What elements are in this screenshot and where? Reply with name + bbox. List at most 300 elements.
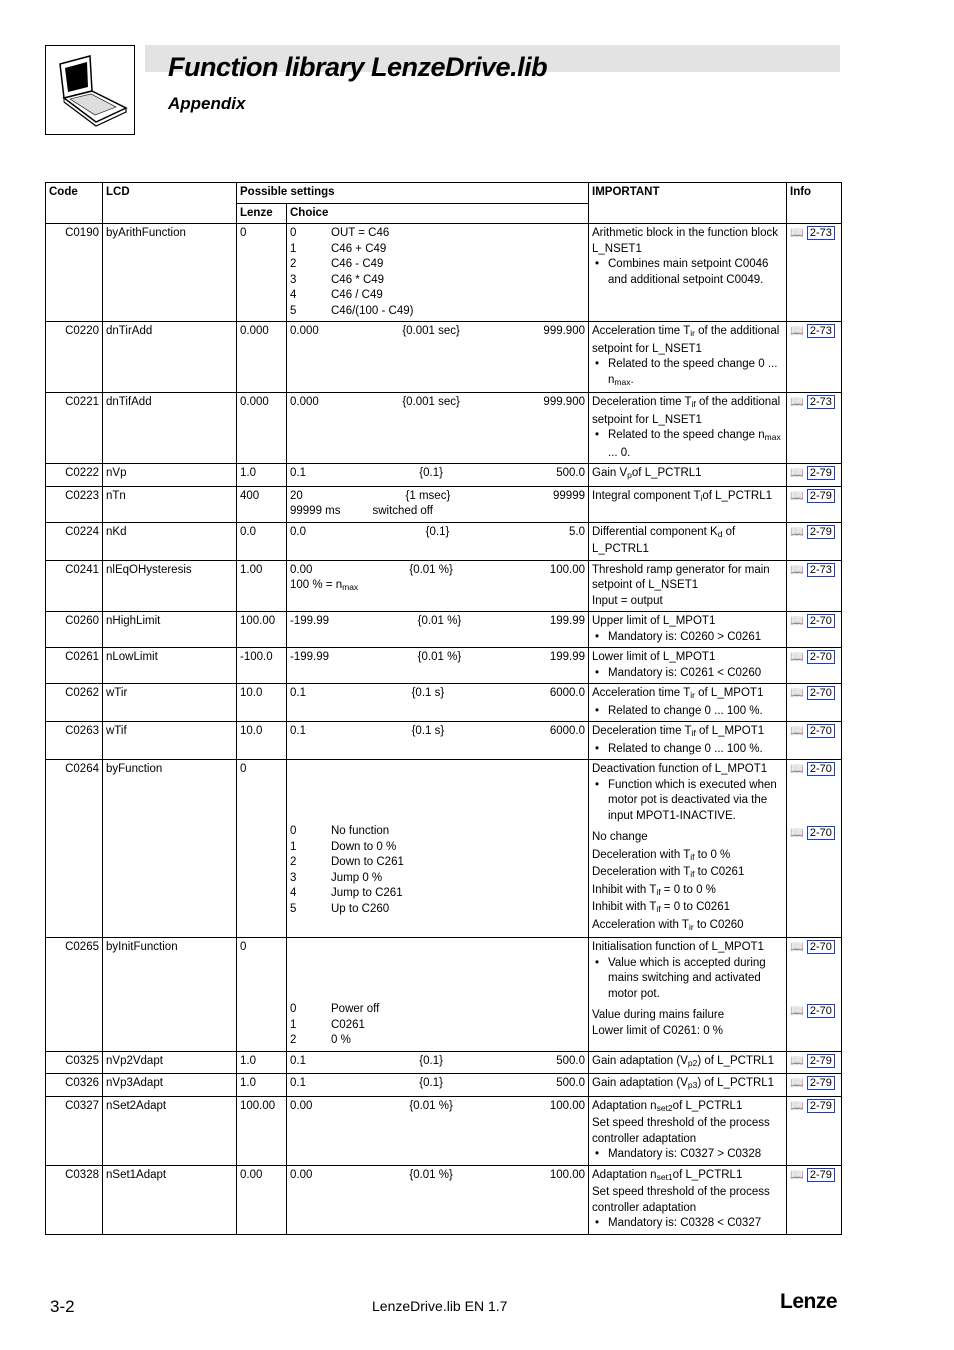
subscript: if	[690, 869, 695, 879]
range-min: 0.1	[290, 1054, 306, 1067]
info-reference[interactable]	[790, 489, 838, 505]
lcd-cell: nHighLimit	[103, 612, 237, 648]
table-row	[46, 722, 842, 760]
lenze-default-cell: 100.00	[237, 1096, 287, 1165]
text: Acceleration time T	[592, 687, 691, 699]
page-subtitle: Appendix	[168, 94, 246, 113]
book-icon: 📖	[790, 651, 804, 663]
choice-note	[592, 830, 783, 848]
book-icon: 📖	[790, 941, 804, 953]
info-cell	[787, 393, 842, 464]
range-step: {0.001 sec}	[402, 396, 460, 408]
subscript: i	[700, 492, 703, 503]
choice-cell	[287, 464, 589, 487]
special-value-label: 99999 ms	[290, 505, 341, 517]
lcd-cell: dnTirAdd	[103, 322, 237, 393]
bullet-item: • Mandatory is: C0328 < C0327	[592, 1216, 783, 1232]
page-reference-link[interactable]: 2-70	[807, 762, 835, 776]
code-cell: C0325	[46, 1051, 103, 1074]
code-cell: C0223	[46, 486, 103, 522]
range-step: {0.1 s}	[411, 687, 445, 699]
code-cell: C0265	[46, 938, 103, 1052]
table-row	[46, 522, 842, 560]
text: of the additional setpoint for L_NSET1	[592, 396, 781, 426]
choice-label: C46/(100 - C49)	[331, 304, 414, 317]
choice-number: 5	[290, 902, 297, 915]
range-step: {0.001 sec}	[402, 325, 460, 337]
choice-number: 5	[290, 304, 297, 317]
value-range	[290, 614, 585, 630]
lenze-default-cell: 0	[237, 938, 287, 1052]
lcd-cell: dnTifAdd	[103, 393, 237, 464]
range-max: 500.0	[556, 1054, 585, 1067]
page-reference-link[interactable]: 2-70	[807, 1004, 835, 1018]
info-cell	[787, 322, 842, 393]
lcd-cell: nVp3Adapt	[103, 1074, 237, 1097]
info-reference[interactable]	[790, 324, 838, 340]
page-reference-link[interactable]: 2-79	[807, 1054, 835, 1068]
subscript: set1	[656, 1171, 673, 1182]
important-text	[592, 466, 783, 484]
important-text: Threshold ramp generator for main setpoint of L_NSET1	[592, 563, 770, 591]
page-reference-link[interactable]: 2-73	[807, 226, 835, 240]
info-reference[interactable]	[790, 826, 838, 842]
range-min: 0.1	[290, 725, 306, 737]
header-possible-settings: Possible settings	[237, 183, 589, 204]
choice-note	[592, 848, 783, 866]
important-cell	[589, 722, 787, 760]
table-row	[46, 560, 842, 612]
choice-cell	[287, 938, 589, 1052]
subscript: if	[656, 886, 661, 897]
subscript: if	[656, 904, 661, 914]
info-reference[interactable]	[790, 1168, 838, 1184]
important-cell	[589, 612, 787, 648]
page-reference-link[interactable]: 2-79	[807, 1168, 835, 1182]
choice-label: C46 * C49	[331, 273, 385, 286]
important-text	[592, 1054, 783, 1072]
range-max: 99999	[553, 489, 585, 502]
bullet-item	[592, 357, 783, 390]
info-cell	[787, 760, 842, 938]
choice-item	[290, 871, 585, 887]
choice-number: 4	[290, 289, 297, 301]
range-step: {0.01 %}	[409, 1168, 453, 1181]
text: Acceleration with T	[592, 918, 689, 931]
page-reference-link[interactable]: 2-73	[807, 395, 835, 409]
book-icon: 📖	[790, 615, 804, 627]
range-step: {1 msec}	[405, 489, 451, 502]
bullet-item: • Mandatory is: C0260 > C0261	[592, 630, 783, 646]
lcd-cell: byFunction	[103, 760, 237, 938]
lenze-default-cell: 0.0	[237, 522, 287, 560]
text: ... 0.	[608, 446, 631, 459]
choice-label: C0261	[331, 1018, 365, 1031]
lenze-default-cell: 0.000	[237, 393, 287, 464]
choice-number: 3	[290, 273, 297, 286]
info-reference[interactable]	[790, 940, 838, 956]
book-icon: 📖	[790, 1168, 804, 1181]
bullet-item: • Value which is accepted during mains switching and activated motor pot.	[592, 956, 783, 1003]
page-reference-link[interactable]: 2-79	[807, 466, 835, 480]
choice-label: Down to 0 %	[331, 840, 397, 853]
page-reference-link[interactable]: 2-73	[807, 324, 835, 338]
value-range	[290, 724, 585, 740]
text: Deceleration time T	[592, 725, 692, 737]
info-reference[interactable]	[790, 1099, 838, 1115]
lenze-default-cell: 0	[237, 760, 287, 938]
book-icon: 📖	[790, 525, 804, 538]
important-text: Lower limit of L_MPOT1	[592, 651, 716, 663]
choice-number: 3	[290, 871, 297, 884]
important-cell	[589, 1074, 787, 1097]
code-cell: C0241	[46, 560, 103, 612]
info-reference[interactable]	[790, 1004, 838, 1020]
choice-label: Power off	[331, 1003, 380, 1015]
lcd-cell: wTir	[103, 684, 237, 722]
book-icon: 📖	[790, 467, 804, 479]
choice-cell	[287, 648, 589, 684]
important-text	[592, 1076, 783, 1094]
subscript: max	[342, 582, 359, 592]
subscript: p	[627, 470, 632, 480]
choice-item	[290, 1018, 585, 1034]
code-cell: C0220	[46, 322, 103, 393]
choice-cell	[287, 224, 589, 322]
info-cell	[787, 938, 842, 1052]
range-step: {0.01 %}	[417, 651, 462, 663]
lenze-default-cell: 400	[237, 486, 287, 522]
important-text: Set speed threshold of the process controller adaptation	[592, 1117, 770, 1145]
important-text: Set speed threshold of the process controller adaptation	[592, 1186, 770, 1214]
range-min: 0.000	[290, 396, 319, 408]
book-icon: 📖	[790, 325, 804, 337]
range-step: {0.1}	[425, 525, 450, 538]
table-row	[46, 322, 842, 393]
book-icon: 📖	[790, 763, 804, 775]
table-row	[46, 612, 842, 648]
book-icon: 📖	[790, 1099, 804, 1112]
choice-cell	[287, 393, 589, 464]
page-reference-link[interactable]: 2-79	[807, 489, 835, 503]
choice-item	[290, 902, 585, 918]
important-text: Upper limit of L_MPOT1	[592, 615, 716, 627]
range-min: 0.00	[290, 563, 313, 576]
lcd-cell: nTn	[103, 486, 237, 522]
table-row	[46, 760, 842, 938]
range-max: 199.99	[549, 651, 585, 663]
range-max: 999.900	[543, 396, 585, 408]
range-max: 999.900	[543, 325, 585, 337]
subscript: ir	[688, 921, 694, 932]
info-reference[interactable]	[790, 525, 838, 541]
code-cell: C0327	[46, 1096, 103, 1165]
choice-label: 0 %	[331, 1034, 351, 1046]
special-value	[290, 504, 585, 520]
important-cell	[589, 648, 787, 684]
text: Related to the speed change n	[608, 429, 765, 441]
subscript: ir	[690, 690, 695, 700]
info-reference[interactable]	[790, 395, 838, 411]
page-reference-link[interactable]: 2-70	[807, 724, 835, 738]
table-row	[46, 464, 842, 487]
range-max: 6000.0	[549, 687, 585, 699]
value-range	[290, 466, 585, 482]
important-cell	[589, 393, 787, 464]
text: of L_PCTRL1	[672, 1099, 743, 1112]
code-cell: C0263	[46, 722, 103, 760]
page-number: 3-2	[50, 1297, 75, 1316]
text: of the additional setpoint for L_NSET1	[592, 325, 780, 355]
page-title: Function library LenzeDrive.lib	[168, 52, 548, 82]
choice-number: 0	[290, 227, 297, 239]
lenze-default-cell: 1.0	[237, 1074, 287, 1097]
page-reference-link[interactable]: 2-70	[807, 826, 835, 840]
range-min: 0.1	[290, 467, 306, 479]
info-cell	[787, 522, 842, 560]
bullet-item: • Function which is executed when motor pot is deactivated via the input MPOT1-INACTIVE.	[592, 778, 783, 825]
range-min: 0.1	[290, 1077, 306, 1089]
lenze-default-cell: 100.00	[237, 612, 287, 648]
choice-cell	[287, 522, 589, 560]
important-text: Deactivation function of L_MPOT1	[592, 763, 768, 775]
info-cell	[787, 1165, 842, 1234]
important-text	[592, 324, 783, 357]
important-cell	[589, 938, 787, 1052]
choice-note	[592, 865, 783, 883]
range-max: 6000.0	[549, 725, 585, 737]
table-row	[46, 1096, 842, 1165]
choice-note	[592, 900, 783, 918]
header-info: Info	[787, 183, 842, 224]
range-step: {0.1}	[419, 467, 443, 479]
choice-label: No function	[331, 825, 390, 837]
text: to C0260	[693, 918, 744, 931]
lenze-default-cell: 10.0	[237, 722, 287, 760]
choice-item	[290, 840, 585, 856]
text: of L_PCTRL1	[702, 489, 773, 502]
important-text	[592, 1168, 783, 1186]
choice-item	[290, 226, 585, 242]
code-cell: C0264	[46, 760, 103, 938]
range-min: 0.00	[290, 1099, 313, 1112]
important-cell	[589, 760, 787, 938]
choice-label: C46 - C49	[331, 258, 384, 270]
range-max: 100.00	[549, 1168, 585, 1181]
text: Acceleration time T	[592, 325, 691, 337]
value-range	[290, 1099, 585, 1115]
choice-number: 4	[290, 887, 297, 899]
choice-number: 2	[290, 1034, 297, 1046]
choice-label: Jump to C261	[331, 887, 403, 899]
code-cell: C0261	[46, 648, 103, 684]
page-reference-link[interactable]: 2-70	[807, 614, 835, 628]
choice-label: OUT = C46	[331, 227, 390, 239]
info-reference[interactable]	[790, 563, 838, 579]
text: = 0 to 0 %	[660, 883, 716, 896]
subscript: if	[691, 399, 696, 409]
text: = 0 to C0261	[660, 901, 730, 913]
info-reference[interactable]	[790, 1076, 838, 1092]
important-text: Arithmetic block in the function block L_NSET1	[592, 227, 779, 255]
info-cell	[787, 684, 842, 722]
important-text	[592, 686, 783, 704]
choice-label: C46 + C49	[331, 242, 387, 255]
range-max: 5.0	[569, 525, 585, 538]
range-min: 0.1	[290, 687, 306, 699]
subscript: d	[717, 528, 723, 539]
choice-number: 2	[290, 856, 297, 868]
value-range	[290, 650, 585, 666]
text: Adaptation n	[592, 1168, 657, 1181]
text: Adaptation n	[592, 1099, 657, 1112]
text: Gain V	[592, 467, 628, 479]
page-reference-link[interactable]: 2-79	[807, 525, 835, 539]
text: of L_PCTRL1	[631, 467, 702, 479]
lcd-cell: byArithFunction	[103, 224, 237, 322]
code-cell: C0190	[46, 224, 103, 322]
range-step: {0.1}	[419, 1054, 443, 1067]
info-cell	[787, 560, 842, 612]
info-reference[interactable]	[790, 762, 838, 778]
choice-cell	[287, 1096, 589, 1165]
value-range	[290, 1076, 585, 1092]
subscript: max	[764, 432, 781, 442]
page-reference-link[interactable]: 2-70	[807, 650, 835, 664]
info-reference[interactable]	[790, 650, 838, 666]
choice-cell	[287, 1051, 589, 1074]
important-text: Input = output	[592, 594, 663, 607]
info-cell	[787, 1096, 842, 1165]
info-cell	[787, 648, 842, 684]
info-reference[interactable]	[790, 466, 838, 482]
choice-item	[290, 273, 585, 289]
document-id: LenzeDrive.lib EN 1.7	[372, 1298, 508, 1314]
book-icon: 📖	[790, 826, 804, 839]
text: Related to the speed change 0 ... n	[608, 358, 778, 386]
page-reference-link[interactable]: 2-70	[807, 686, 835, 700]
important-cell	[589, 486, 787, 522]
range-step: {0.1 s}	[411, 725, 445, 737]
subscript: p2	[687, 1057, 698, 1068]
table-row	[46, 1074, 842, 1097]
code-cell: C0260	[46, 612, 103, 648]
range-step: {0.01 %}	[409, 1099, 453, 1112]
lcd-cell: nVp	[103, 464, 237, 487]
range-max: 100.00	[549, 1099, 585, 1112]
important-text: Initialisation function of L_MPOT1	[592, 941, 764, 953]
page-reference-link[interactable]: 2-79	[807, 1076, 835, 1090]
parameter-table	[45, 182, 842, 1235]
choice-number: 1	[290, 242, 297, 255]
subscript: max	[614, 376, 631, 387]
page-reference-link[interactable]: 2-73	[807, 563, 835, 577]
info-cell	[787, 722, 842, 760]
choice-label: C46 / C49	[331, 289, 383, 301]
info-reference[interactable]	[790, 1054, 838, 1070]
subscript: set2	[656, 1102, 673, 1113]
bullet-item: • Mandatory is: C0261 < C0260	[592, 666, 783, 682]
code-cell: C0221	[46, 393, 103, 464]
text: of L_PCTRL1	[672, 1168, 743, 1181]
lenze-default-cell: 0.000	[237, 322, 287, 393]
text: ) of L_PCTRL1	[697, 1054, 775, 1067]
book-icon: 📖	[790, 687, 804, 699]
lenze-default-cell: 1.00	[237, 560, 287, 612]
info-reference[interactable]	[790, 614, 838, 630]
lenze-default-cell: -100.0	[237, 648, 287, 684]
range-max: 199.99	[549, 615, 585, 627]
text: Deceleration with T	[592, 866, 691, 878]
text: to 0 %	[694, 848, 731, 861]
choice-cell	[287, 322, 589, 393]
page-reference-link[interactable]: 2-79	[807, 1099, 835, 1113]
book-icon: 📖	[790, 1054, 804, 1067]
value-range	[290, 324, 585, 340]
book-icon: 📖	[790, 396, 804, 408]
table-body	[46, 224, 842, 1235]
info-reference[interactable]	[790, 226, 838, 242]
choice-cell	[287, 1165, 589, 1234]
value-range	[290, 563, 585, 579]
important-cell	[589, 522, 787, 560]
important-cell	[589, 322, 787, 393]
special-value-meaning: switched off	[372, 505, 433, 517]
text: Integral component T	[592, 489, 701, 502]
lcd-cell: wTif	[103, 722, 237, 760]
choice-number: 0	[290, 1003, 297, 1015]
table-row	[46, 938, 842, 1052]
laptop-icon	[46, 46, 134, 134]
text: .	[630, 373, 634, 386]
lenze-logo: Lenze	[780, 1290, 838, 1313]
text: Deceleration with T	[592, 848, 691, 861]
important-text	[592, 724, 783, 742]
code-cell: C0326	[46, 1074, 103, 1097]
important-cell	[589, 1165, 787, 1234]
table-row	[46, 684, 842, 722]
info-cell	[787, 464, 842, 487]
page-reference-link[interactable]: 2-70	[807, 940, 835, 954]
choice-cell	[287, 486, 589, 522]
info-cell	[787, 224, 842, 322]
range-min: 0.000	[290, 325, 319, 337]
important-cell	[589, 684, 787, 722]
range-max: 100.00	[549, 563, 585, 576]
table-row	[46, 648, 842, 684]
value-range	[290, 489, 585, 505]
text: Deceleration time T	[592, 396, 692, 408]
table-row	[46, 1051, 842, 1074]
info-cell	[787, 612, 842, 648]
choice-label: Jump 0 %	[331, 871, 383, 884]
choice-note: Value during mains failure	[592, 1009, 725, 1021]
choice-item	[290, 257, 585, 273]
range-max: 500.0	[556, 467, 585, 479]
book-icon: 📖	[790, 227, 804, 239]
important-cell	[589, 464, 787, 487]
choice-number: 1	[290, 840, 297, 853]
subscript: p3	[687, 1080, 698, 1090]
info-reference[interactable]	[790, 686, 838, 702]
book-icon: 📖	[790, 1077, 804, 1089]
range-min: -199.99	[290, 615, 330, 627]
important-cell	[589, 1051, 787, 1074]
info-reference[interactable]	[790, 724, 838, 740]
choice-number: 1	[290, 1018, 297, 1031]
value-range	[290, 525, 585, 541]
text: Inhibit with T	[592, 883, 657, 896]
